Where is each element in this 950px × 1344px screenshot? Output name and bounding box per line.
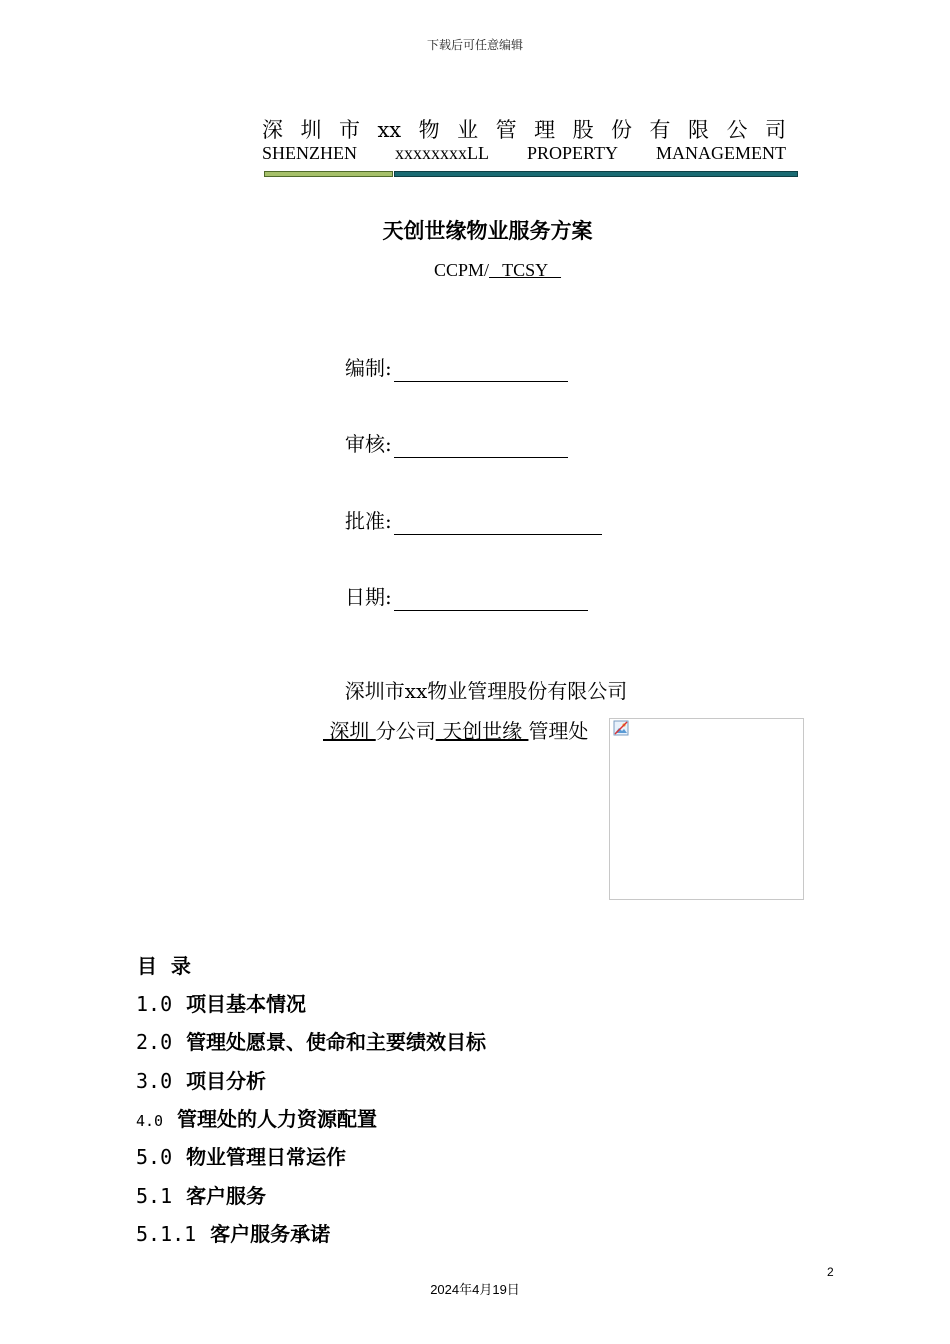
company-name-char: 管	[495, 118, 517, 142]
branch-suffix: 分公司	[375, 719, 436, 743]
company-name-word: xxxxxxxxLL	[395, 143, 490, 163]
office-name: 管理处	[528, 719, 589, 743]
page-number: 2	[827, 1265, 834, 1279]
toc-item-number: 2.0	[136, 1030, 173, 1054]
toc-item[interactable]	[136, 1067, 266, 1095]
header-rule-teal	[394, 171, 798, 177]
toc-item-label: 项目分析	[186, 1069, 267, 1093]
field-blank-line[interactable]	[394, 588, 588, 611]
company-name-char: 业	[457, 118, 479, 142]
company-name-word: MANAGEMENT	[656, 143, 786, 163]
organization-name: 深圳市xx物业管理股份有限公司	[344, 679, 628, 703]
toc-item[interactable]	[136, 1220, 330, 1248]
toc-item-label: 项目基本情况	[186, 992, 307, 1016]
toc-item-number: 5.0	[136, 1145, 173, 1169]
field-label: 日期:	[345, 585, 392, 609]
company-name-char: 份	[611, 118, 633, 142]
company-name-char: 司	[764, 118, 786, 142]
toc-item[interactable]	[136, 1143, 346, 1171]
company-name-char: 理	[534, 118, 556, 142]
field-blank-line[interactable]	[394, 435, 568, 458]
company-name-char: 市	[338, 118, 360, 142]
company-name-char: xx	[377, 118, 402, 142]
project-name: 天创世缘	[435, 719, 529, 743]
toc-item-label: 客户服务	[186, 1184, 267, 1208]
company-name-char: 公	[726, 118, 748, 142]
toc-item-number: 4.0	[136, 1112, 164, 1130]
document-code-value: TCSY	[489, 260, 562, 280]
field-label: 批准:	[345, 509, 392, 533]
company-name-char: 有	[649, 118, 671, 142]
toc-item-number: 5.1.1	[136, 1222, 197, 1246]
footer-date: 2024年4月19日	[430, 1282, 520, 1297]
toc-item-label: 管理处的人力资源配置	[177, 1107, 378, 1131]
toc-item[interactable]	[136, 1028, 486, 1056]
field-compiled-by	[345, 354, 568, 382]
toc-item-number: 5.1	[136, 1184, 173, 1208]
field-blank-line[interactable]	[394, 512, 602, 535]
toc-item[interactable]	[136, 1105, 377, 1135]
toc-item-label: 客户服务承诺	[210, 1222, 331, 1246]
toc-item-number: 3.0	[136, 1069, 173, 1093]
company-name-char: 物	[418, 118, 440, 142]
company-name-word: PROPERTY	[527, 143, 618, 163]
field-approved-by	[345, 507, 602, 535]
company-name-en	[262, 142, 786, 164]
toc-item-number: 1.0	[136, 992, 173, 1016]
document-title: 天创世缘物业服务方案	[382, 218, 593, 243]
organization-branch	[323, 716, 588, 746]
branch-city: 深圳	[323, 719, 376, 743]
company-name-cn	[262, 116, 786, 144]
field-label: 编制:	[345, 356, 392, 380]
toc-title: 目 录	[137, 954, 191, 978]
company-name-char: 圳	[300, 118, 322, 142]
toc-item[interactable]	[136, 990, 306, 1018]
field-label: 审核:	[345, 432, 392, 456]
field-date	[345, 583, 588, 611]
company-name-char: 深	[262, 118, 283, 142]
company-name-char: 限	[688, 118, 710, 142]
field-blank-line[interactable]	[394, 359, 568, 382]
toc-item-label: 管理处愿景、使命和主要绩效目标	[186, 1030, 487, 1054]
broken-image-icon	[613, 720, 629, 736]
image-placeholder	[609, 718, 804, 900]
company-name-word: SHENZHEN	[262, 143, 357, 163]
company-name-char: 股	[572, 118, 594, 142]
toc-item-label: 物业管理日常运作	[186, 1145, 347, 1169]
field-reviewed-by	[345, 430, 568, 458]
header-rule-green	[264, 171, 393, 177]
document-code	[0, 258, 950, 282]
document-code-prefix: CCPM/	[433, 260, 489, 280]
header-note: 下载后可任意编辑	[426, 38, 523, 52]
toc-item[interactable]	[136, 1182, 266, 1210]
